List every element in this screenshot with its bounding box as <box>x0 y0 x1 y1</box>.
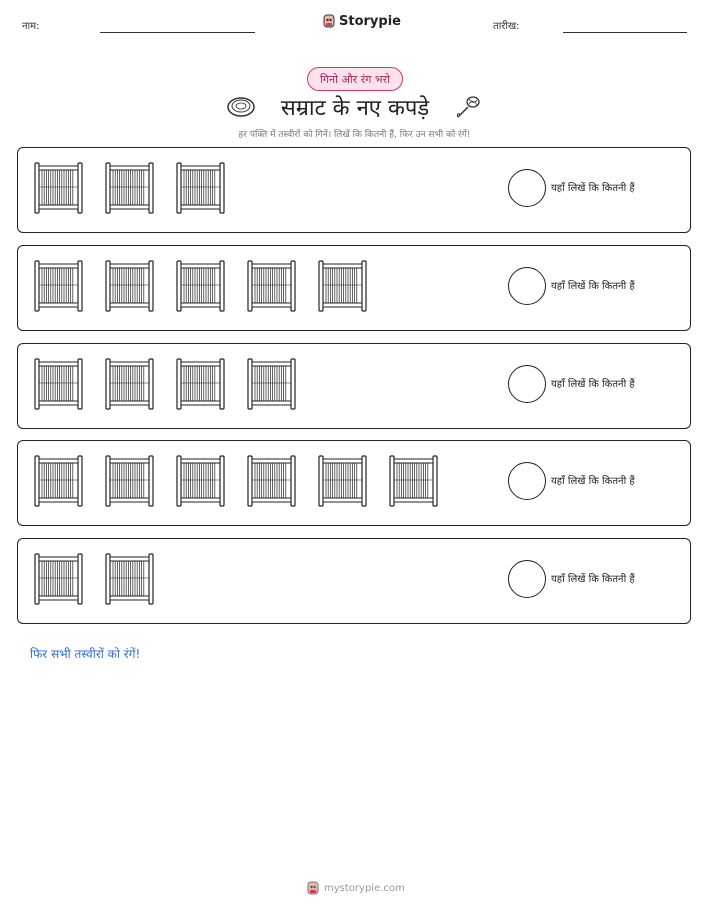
loom-icon <box>103 161 156 215</box>
footer-url: mystorypie.com <box>324 882 405 894</box>
loom-icon <box>32 454 85 508</box>
instructions: हर पंक्ति में तस्वीरों को गिनें। लिखें कि कितनी हैं, फिर उन सभी को रंगें! <box>238 130 471 140</box>
loom-icon <box>103 357 156 411</box>
counting-row <box>17 245 691 331</box>
counting-row <box>17 538 691 624</box>
picture-group <box>32 552 156 606</box>
loom-icon <box>174 161 227 215</box>
loom-icon <box>32 161 85 215</box>
name-field[interactable] <box>100 32 255 33</box>
loom-icon <box>103 552 156 606</box>
loom-icon <box>174 357 227 411</box>
answer-hint: यहाँ लिखें कि कितनी हैं <box>551 183 635 194</box>
footer-note: फिर सभी तस्वीरों को रंगें! <box>30 647 141 661</box>
counting-row <box>17 343 691 429</box>
mascot-icon <box>322 13 336 29</box>
loom-icon <box>245 259 298 313</box>
brand-name: Storypie <box>339 13 401 29</box>
loom-icon <box>245 357 298 411</box>
name-label: नाम: <box>22 21 40 32</box>
answer-circle[interactable] <box>508 267 546 305</box>
counting-row <box>17 440 691 526</box>
date-field[interactable] <box>563 32 687 33</box>
title-row <box>226 92 482 122</box>
answer-circle[interactable] <box>508 365 546 403</box>
loom-icon <box>387 454 440 508</box>
activity-badge: गिनो और रंग भरो <box>307 67 403 91</box>
coin-icon <box>226 95 256 119</box>
loom-icon <box>32 357 85 411</box>
answer-hint: यहाँ लिखें कि कितनी हैं <box>551 574 635 585</box>
storypie-logo <box>322 13 401 29</box>
loom-icon <box>103 259 156 313</box>
loom-icon <box>174 259 227 313</box>
date-label: तारीख: <box>493 21 520 32</box>
counting-row <box>17 147 691 233</box>
picture-group <box>32 161 227 215</box>
mascot-icon <box>306 880 320 896</box>
loom-icon <box>316 454 369 508</box>
answer-hint: यहाँ लिखें कि कितनी हैं <box>551 280 635 292</box>
loom-icon <box>103 454 156 508</box>
page-title: सम्राट के नए कपड़े <box>280 96 430 121</box>
answer-circle[interactable] <box>508 462 546 500</box>
picture-group <box>32 259 369 313</box>
thread-icon <box>454 93 482 121</box>
answer-circle[interactable] <box>508 169 546 207</box>
loom-icon <box>32 259 85 313</box>
answer-hint: यहाँ लिखें कि कितनी हैं <box>551 378 635 390</box>
loom-icon <box>174 454 227 508</box>
loom-icon <box>32 552 85 606</box>
footer-brand <box>306 880 405 896</box>
answer-circle[interactable] <box>508 560 546 598</box>
picture-group <box>32 454 440 508</box>
picture-group <box>32 357 298 411</box>
loom-icon <box>316 259 369 313</box>
answer-hint: यहाँ लिखें कि कितनी हैं <box>551 476 635 488</box>
loom-icon <box>245 454 298 508</box>
